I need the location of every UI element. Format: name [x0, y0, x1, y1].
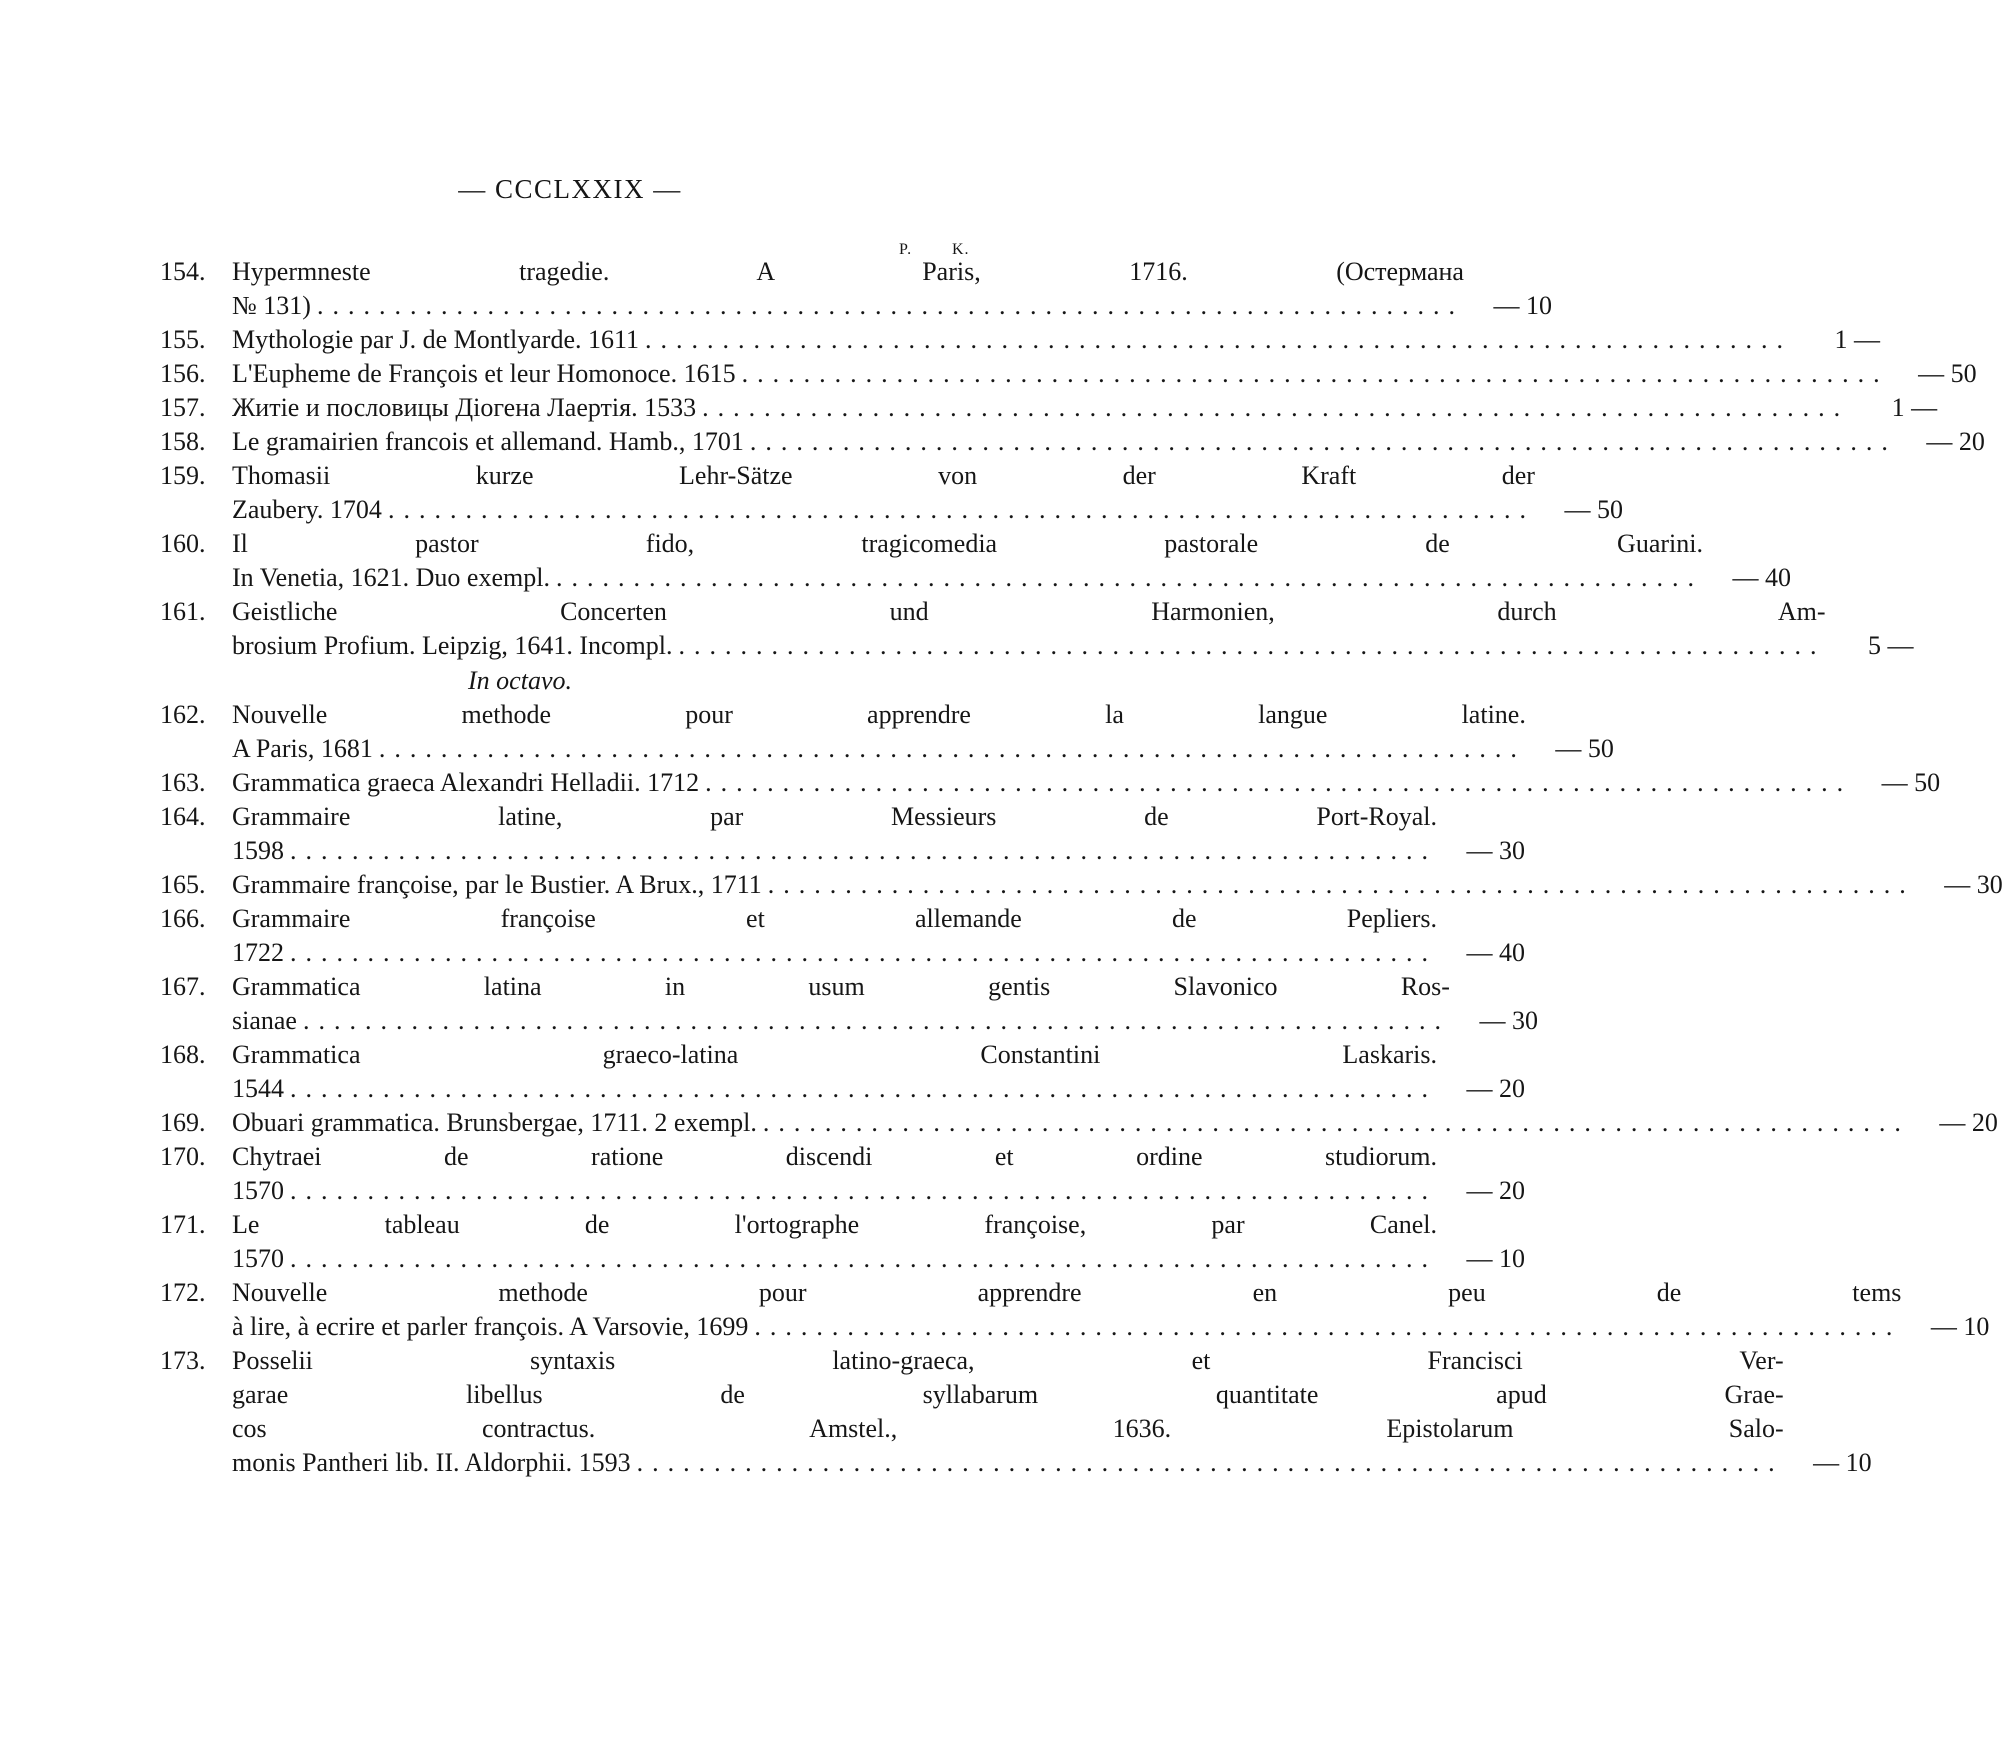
dot-leader: .......................................................................... — [636, 1448, 1784, 1477]
catalog-entry — [160, 425, 1985, 459]
entry-text-line: Grammatica graeca Alexandri Helladii. 1712 — [232, 768, 700, 797]
dot-leader: .......................................................................... — [705, 768, 1853, 797]
entry-text-line: Житіе и пословицы Діогена Лаертія. 1533 — [232, 393, 697, 422]
entry-number: 159. — [160, 461, 206, 490]
catalog-entry — [160, 970, 1538, 1038]
entry-text-line: garae libellus de syllabarum quantitate apud Grae- — [232, 1380, 1784, 1409]
entry-last-line — [232, 1106, 1998, 1140]
entry-price: — 50 — [1918, 359, 1977, 388]
entry-last-line — [232, 936, 1525, 970]
entry-last-line — [232, 1004, 1538, 1038]
entry-last-line — [232, 1446, 1872, 1480]
entry-number: 160. — [160, 529, 206, 558]
entry-last-line — [232, 1174, 1525, 1208]
entry-text-line: Mythologie par J. de Montlyarde. 1611 — [232, 325, 640, 354]
entry-number: 169. — [160, 1108, 206, 1137]
catalog-entry — [160, 1038, 1525, 1106]
entry-price: 1 — — [1834, 325, 1881, 354]
dot-leader: .......................................................................... — [290, 1074, 1437, 1103]
entry-last-line — [232, 629, 1914, 663]
entry-price: — 20 — [1466, 1176, 1525, 1205]
entry-text-line: № 131) — [232, 291, 311, 320]
entry-price: — 10 — [1930, 1312, 1990, 1341]
entry-number: 155. — [160, 325, 206, 354]
entry-last-line — [232, 1242, 1525, 1276]
entry-text-line: Le tableau de l'ortographe françoise, par Canel. — [232, 1210, 1437, 1239]
entry-text-line: In Venetia, 1621. Duo exempl. — [232, 563, 550, 592]
dot-leader: .......................................................................... — [316, 291, 1464, 320]
entry-last-line — [232, 289, 1552, 323]
entry-last-line — [232, 357, 1977, 391]
catalog-list — [160, 255, 2003, 1480]
entry-price: — 30 — [1479, 1006, 1538, 1035]
catalog-entry — [160, 527, 1791, 595]
entry-last-line — [232, 766, 1940, 800]
dot-leader: .......................................................................... — [378, 734, 1526, 763]
catalog-entry — [160, 1106, 1998, 1140]
dot-leader: .......................................................................... — [387, 495, 1535, 524]
catalog-entry — [160, 323, 1881, 357]
entry-number: 171. — [160, 1210, 206, 1239]
entry-text-line: brosium Profium. Leipzig, 1641. Incompl. — [232, 631, 673, 660]
entry-text-line: Zaubery. 1704 — [232, 495, 382, 524]
entry-text-line: Posselii syntaxis latino-graeca, et Francisci Ver- — [232, 1346, 1784, 1375]
entry-text-line: Grammatica graeco-latina Constantini Laskaris. — [232, 1040, 1437, 1069]
column-head-k: K. — [952, 241, 970, 258]
entry-text-line: cos contractus. Amstel., 1636. Epistolarum Salo- — [232, 1414, 1784, 1443]
entry-text-line: Thomasii kurze Lehr-Sätze von der Kraft der — [232, 461, 1535, 490]
entry-number: 173. — [160, 1346, 206, 1375]
entry-price: — 10 — [1493, 291, 1552, 320]
dot-leader: .......................................................................... — [290, 1244, 1437, 1273]
entry-text-line: Obuari grammatica. Brunsbergae, 1711. 2 exempl. — [232, 1108, 757, 1137]
entry-text-line: 1570 — [232, 1176, 284, 1205]
entry-text-line: Nouvelle methode pour apprendre la langue latine. — [232, 700, 1526, 729]
catalog-entry — [160, 766, 1941, 800]
entry-number: 161. — [160, 597, 206, 626]
entry-last-line — [232, 1310, 1989, 1344]
dot-leader: .......................................................................... — [754, 1312, 1902, 1341]
entry-number: 170. — [160, 1142, 206, 1171]
entry-price: — 40 — [1466, 938, 1525, 967]
entry-text-line: 1598 — [232, 836, 284, 865]
catalog-entry — [160, 1344, 1872, 1480]
entry-price: — 20 — [1939, 1108, 1998, 1137]
dot-leader: .......................................................................... — [645, 325, 1793, 354]
catalog-entry — [160, 595, 1914, 663]
entry-price: 1 — — [1891, 393, 1938, 422]
dot-leader: .......................................................................... — [290, 938, 1437, 967]
entry-number: 163. — [160, 768, 206, 797]
dot-leader: .......................................................................... — [749, 427, 1897, 456]
entry-price: — 10 — [1813, 1448, 1872, 1477]
entry-text-line: Hypermneste tragedie. A Paris, 1716. (Остермана — [232, 257, 1464, 286]
catalog-entry — [160, 698, 1614, 766]
entry-text-line: Le gramairien francois et allemand. Hamb., 1701 — [232, 427, 744, 456]
entry-number: 156. — [160, 359, 206, 388]
entry-price: — 50 — [1881, 768, 1941, 797]
catalog-entry — [160, 391, 1938, 425]
entry-last-line — [232, 323, 1880, 357]
entry-text-line: 1544 — [232, 1074, 284, 1103]
entry-text-line: Il pastor fido, tragicomedia pastorale de Guarini. — [232, 529, 1703, 558]
entry-number: 154. — [160, 257, 206, 286]
entry-text-line: Grammaire françoise et allemande de Pepliers. — [232, 904, 1437, 933]
section-heading: In octavo. — [468, 666, 572, 695]
entry-number: 164. — [160, 802, 206, 831]
entry-price: — 30 — [1466, 836, 1525, 865]
entry-text-line: Grammatica latina in usum gentis Slavonico Ros- — [232, 972, 1450, 1001]
entry-price: — 40 — [1732, 563, 1791, 592]
entry-text-line: monis Pantheri lib. II. Aldorphii. 1593 — [232, 1448, 631, 1477]
entry-number: 172. — [160, 1278, 206, 1307]
entry-text-line: Grammaire latine, par Messieurs de Port-Royal. — [232, 802, 1437, 831]
entry-text-line: à lire, à ecrire et parler françois. A Varsovie, 1699 — [232, 1312, 749, 1341]
page-header: — CCCLXXIX — — [458, 174, 682, 204]
entry-last-line — [232, 834, 1525, 868]
entry-text-line: 1722 — [232, 938, 284, 967]
entry-last-line — [232, 1072, 1525, 1106]
entry-last-line — [232, 493, 1623, 527]
entry-number: 158. — [160, 427, 206, 456]
catalog-entry — [160, 1276, 1990, 1344]
catalog-entry — [160, 255, 1552, 323]
dot-leader: .......................................................................... — [290, 1176, 1437, 1205]
entry-text-line: 1570 — [232, 1244, 284, 1273]
entry-last-line — [232, 391, 1937, 425]
entry-last-line — [232, 868, 2003, 902]
entry-text-line: Geistliche Concerten und Harmonien, durch Am- — [232, 597, 1826, 626]
entry-text-line: L'Eupheme de François et leur Homonoce. 1615 — [232, 359, 736, 388]
entry-number: 157. — [160, 393, 206, 422]
entry-text-line: sianae — [232, 1006, 297, 1035]
dot-leader: .......................................................................... — [767, 870, 1915, 899]
catalog-entry — [160, 1140, 1525, 1208]
entry-price: — 50 — [1555, 734, 1614, 763]
entry-number: 167. — [160, 972, 206, 1001]
catalog-entry — [160, 357, 1977, 391]
entry-last-line — [232, 732, 1614, 766]
dot-leader: .......................................................................... — [555, 563, 1703, 592]
entry-last-line — [232, 425, 1985, 459]
entry-number: 166. — [160, 904, 206, 933]
catalog-entry — [160, 1208, 1525, 1276]
entry-number: 168. — [160, 1040, 206, 1069]
entry-price: 5 — — [1868, 631, 1914, 660]
dot-leader: .......................................................................... — [302, 1006, 1450, 1035]
entry-price: — 30 — [1944, 870, 2003, 899]
dot-leader: .......................................................................... — [290, 836, 1437, 865]
entry-text-line: Grammaire françoise, par le Bustier. A Brux., 1711 — [232, 870, 762, 899]
catalog-entry — [160, 800, 1525, 868]
entry-text-line: Chytraei de ratione discendi et ordine studiorum. — [232, 1142, 1437, 1171]
catalog-entry — [160, 459, 1623, 527]
dot-leader: .......................................................................... — [678, 631, 1826, 660]
catalog-entry — [160, 902, 1525, 970]
entry-text-line: Nouvelle methode pour apprendre en peu de tems — [232, 1278, 1902, 1307]
entry-text-line: A Paris, 1681 — [232, 734, 373, 763]
entry-price: — 20 — [1466, 1074, 1525, 1103]
entry-price: — 50 — [1564, 495, 1623, 524]
column-head-p: P. — [899, 241, 913, 258]
entry-last-line — [232, 561, 1791, 595]
entry-price: — 20 — [1926, 427, 1985, 456]
entry-price: — 10 — [1466, 1244, 1525, 1273]
dot-leader: .......................................................................... — [741, 359, 1889, 388]
entry-number: 162. — [160, 700, 206, 729]
catalog-entry — [160, 868, 2003, 902]
entry-number: 165. — [160, 870, 206, 899]
dot-leader: .......................................................................... — [762, 1108, 1910, 1137]
dot-leader: .......................................................................... — [702, 393, 1850, 422]
